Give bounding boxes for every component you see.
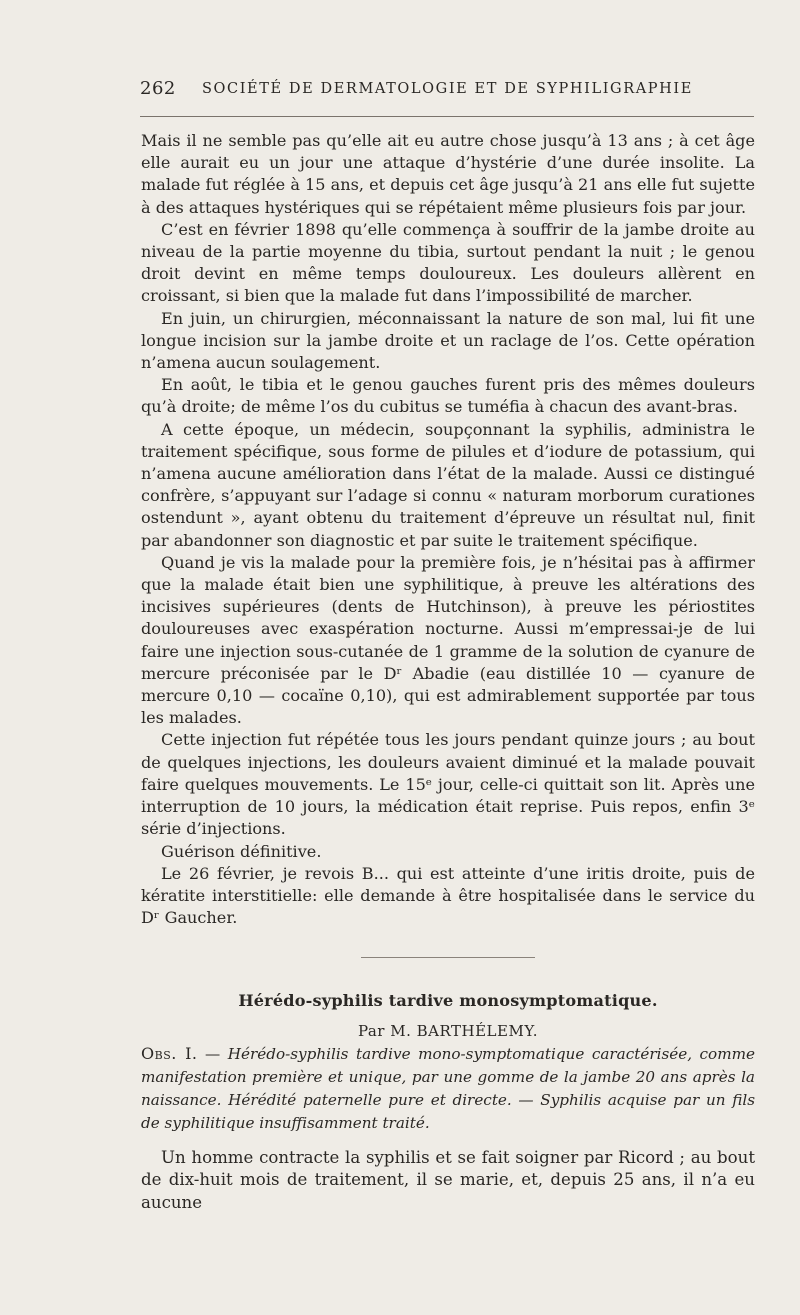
paragraph-8: Guérison définitive.	[161, 841, 322, 861]
paragraph-1: Mais il ne semble pas qu’elle ait eu autre chose jusqu’à 13 ans ; à cet âge elle aurait eu un jour une attaque d’hystérie d’une durée insolite. La malade fut réglée à 15 ans, et depuis cet âge jusqu’à 21 ans elle fut sujette à des attaques hystériques qui se répétaient même plusieurs fois par jour.	[141, 131, 755, 217]
closing-paragraph: Un homme contracte la syphilis et se fait soigner par Ricord ; au bout de dix-huit mois de traitement, il se marie, et, depuis 25 ans, il n’a eu aucune	[141, 1147, 755, 1212]
observation-label: Obs. I.	[141, 1043, 198, 1063]
body-text	[141, 130, 755, 1214]
section-title: Hérédo-syphilis tardive monosymptomatique.	[238, 991, 658, 1011]
paragraph-2: C’est en février 1898 qu’elle commença à souffrir de la jambe droite au niveau de la partie moyenne du tibia, surtout pendant la nuit ; le genou droit devint en même temps douloureux. Les douleurs allèrent en croissant, si bien que la malade fut dans l’impossibilité de marcher.	[141, 219, 755, 306]
running-title: SOCIÉTÉ DE DERMATOLOGIE ET DE SYPHILIGRAPHIE	[202, 81, 693, 97]
paragraph-7: Cette injection fut répétée tous les jours pendant quinze jours ; au bout de quelques injections, les douleurs avaient diminué et la malade pouvait faire quelques mouvements. Le 15ᵉ jour, celle-ci quittait son lit. Après une interruption de 10 jours, la médication était reprise. Puis repos, enfin 3ᵉ série d’injections.	[141, 730, 755, 839]
paragraph-6: Quand je vis la malade pour la première fois, je n’hésitai pas à affirmer que la malade était bien une syphilitique, à preuve les altérations des incisives supérieures (dents de Hutchinson), à preuve les périostites douloureuses avec exaspération nocturne. Aussi m’empressai-je de lui faire une injection sous-cutanée de 1 gramme de la solution de cyanure de mercure préconisée par le Dʳ Abadie (eau distillée 10 — cyanure de mercure 0,10 — cocaïne 0,10), qui est admirablement supportée par tous les malades.	[141, 552, 755, 728]
page-number: 262	[140, 78, 176, 99]
observation-title: Hérédo-syphilis tardive mono-symptomatique caractérisée, comme manifestation première et unique, par une gomme de la jambe 20 ans après la naissance. Hérédité paternelle pure et directe. — Syphilis acquise par un fils de syphilitique insuffisamment traité.	[141, 1044, 755, 1132]
header-rule	[140, 116, 754, 117]
page-header	[140, 78, 754, 108]
paragraph-4: En août, le tibia et le genou gauches furent pris des mêmes douleurs qu’à droite; de même l’os du cubitus se tuméfia à chacun des avant-bras.	[141, 375, 755, 417]
paragraph-9: Le 26 février, je revois B... qui est atteinte d’une iritis droite, puis de kératite interstitielle: elle demande à être hospitalisée dans le service du Dʳ Gaucher.	[141, 863, 755, 928]
paragraph-3: En juin, un chirurgien, méconnaissant la nature de son mal, lui fit une longue incision sur la jambe droite et un raclage de l’os. Cette opération n’amena aucun soulagement.	[141, 308, 755, 373]
paragraph-5: A cette époque, un médecin, soupçonnant la syphilis, administra le traitement spécifique, sous forme de pilules et d’iodure de potassium, qui n’amena aucune amélioration dans l’état de la malade. Aussi ce distingué confrère, s’appuyant sur l’adage si connu « naturam morborum curationes ostendunt », ayant obtenu du traitement d’épreuve un résultat nul, finit par abandonner son diagnostic et par suite le traitement spécifique.	[141, 419, 755, 550]
section-author: Par M. BARTHÉLEMY.	[357, 1021, 539, 1040]
observation-dash: —	[197, 1044, 228, 1063]
observation	[141, 1042, 755, 1135]
section-divider	[361, 957, 535, 958]
